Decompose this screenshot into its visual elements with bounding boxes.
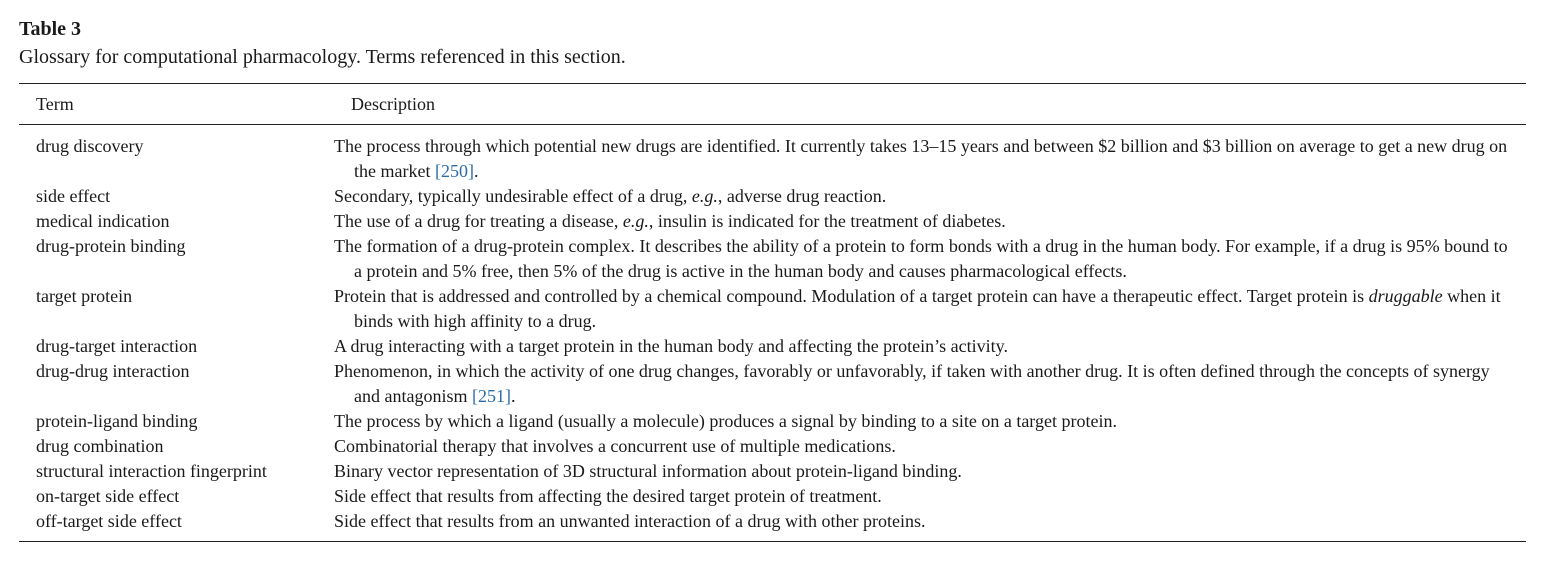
- description-text: The formation of a drug-protein complex. It describes the ability of a protein to form bonds with a drug in the human body. For example, if a drug is 95% bound to a protein and 5% free, then 5% of the drug is active in the human body and causes pharmacological effects.: [334, 236, 1508, 281]
- citation-link[interactable]: [251]: [471, 386, 511, 406]
- description-text: Side effect that results from an unwanted interaction of a drug with other proteins.: [334, 511, 926, 531]
- description-cell: [334, 409, 1509, 434]
- term-cell: structural interaction fingerprint: [36, 461, 267, 481]
- description-text: Protein that is addressed and controlled by a chemical compound. Modulation of a target protein can have a therapeutic effect. Target protein is: [334, 286, 1369, 306]
- table-row: [19, 509, 1526, 534]
- description-text: Side effect that results from affecting the desired target protein of treatment.: [334, 486, 882, 506]
- description-text: The process by which a ligand (usually a molecule) produces a signal by binding to a site on a target protein.: [334, 411, 1117, 431]
- description-cell: [334, 209, 1509, 234]
- description-cell: [334, 509, 1509, 534]
- term-cell: on-target side effect: [36, 486, 180, 506]
- citation-link[interactable]: [250]: [434, 161, 474, 181]
- description-text: The process through which potential new drugs are identified. It currently takes 13–15 years and between $2 billion and $3 billion on average to get a new drug on the market: [334, 136, 1508, 181]
- description-text: .: [510, 386, 516, 406]
- table-row: [19, 134, 1526, 184]
- table-row: [19, 234, 1526, 284]
- description-text: Secondary, typically undesirable effect of a drug,: [334, 186, 692, 206]
- description-text: .: [473, 161, 479, 181]
- table-figure: [19, 16, 1526, 531]
- description-cell: [334, 284, 1509, 334]
- table-row: [19, 284, 1526, 334]
- table-row: [19, 484, 1526, 509]
- table-caption: Glossary for computational pharmacology. Terms referenced in this section.: [19, 46, 626, 68]
- column-header-description: Description: [351, 94, 435, 114]
- table-row: [19, 359, 1526, 409]
- term-cell: off-target side effect: [36, 511, 182, 531]
- table-row: [19, 334, 1526, 359]
- description-text: Binary vector representation of 3D structural information about protein-ligand binding.: [334, 461, 962, 481]
- table-header-rule: [19, 124, 1526, 125]
- description-text: The use of a drug for treating a disease,: [334, 211, 623, 231]
- description-cell: [334, 234, 1509, 284]
- table-body: [19, 134, 1526, 534]
- term-cell: drug-drug interaction: [36, 361, 190, 381]
- emphasis-text: e.g.: [622, 211, 649, 231]
- description-text: when it binds with high affinity to a drug.: [354, 286, 1501, 331]
- description-text: , insulin is indicated for the treatment of diabetes.: [648, 211, 1006, 231]
- table-row: [19, 459, 1526, 484]
- description-cell: [334, 484, 1509, 509]
- term-cell: protein-ligand binding: [36, 411, 198, 431]
- term-cell: target protein: [36, 286, 133, 306]
- description-text: , adverse drug reaction.: [717, 186, 887, 206]
- description-cell: [334, 134, 1509, 184]
- description-cell: [334, 459, 1509, 484]
- description-cell: [334, 434, 1509, 459]
- term-cell: drug discovery: [36, 136, 144, 156]
- description-text: Phenomenon, in which the activity of one drug changes, favorably or unfavorably, if taken with another drug. It is often defined through the concepts of synergy and antagonism: [334, 361, 1490, 406]
- description-cell: [334, 359, 1509, 409]
- term-cell: drug-protein binding: [36, 236, 186, 256]
- description-text: Combinatorial therapy that involves a concurrent use of multiple medications.: [334, 436, 896, 456]
- description-cell: [334, 334, 1509, 359]
- table-label: Table 3: [19, 18, 82, 40]
- term-cell: drug combination: [36, 436, 164, 456]
- table-row: [19, 209, 1526, 234]
- description-text: A drug interacting with a target protein in the human body and affecting the protein’s activity.: [334, 336, 1008, 356]
- table-bottom-rule: [19, 541, 1526, 542]
- term-cell: side effect: [36, 186, 111, 206]
- table-row: [19, 184, 1526, 209]
- term-cell: medical indication: [36, 211, 170, 231]
- emphasis-text: e.g.: [691, 186, 718, 206]
- description-cell: [334, 184, 1509, 209]
- emphasis-text: druggable: [1368, 286, 1443, 306]
- term-cell: drug-target interaction: [36, 336, 198, 356]
- table-row: [19, 434, 1526, 459]
- table-top-rule: [19, 83, 1526, 84]
- column-header-term: Term: [36, 94, 74, 114]
- table-row: [19, 409, 1526, 434]
